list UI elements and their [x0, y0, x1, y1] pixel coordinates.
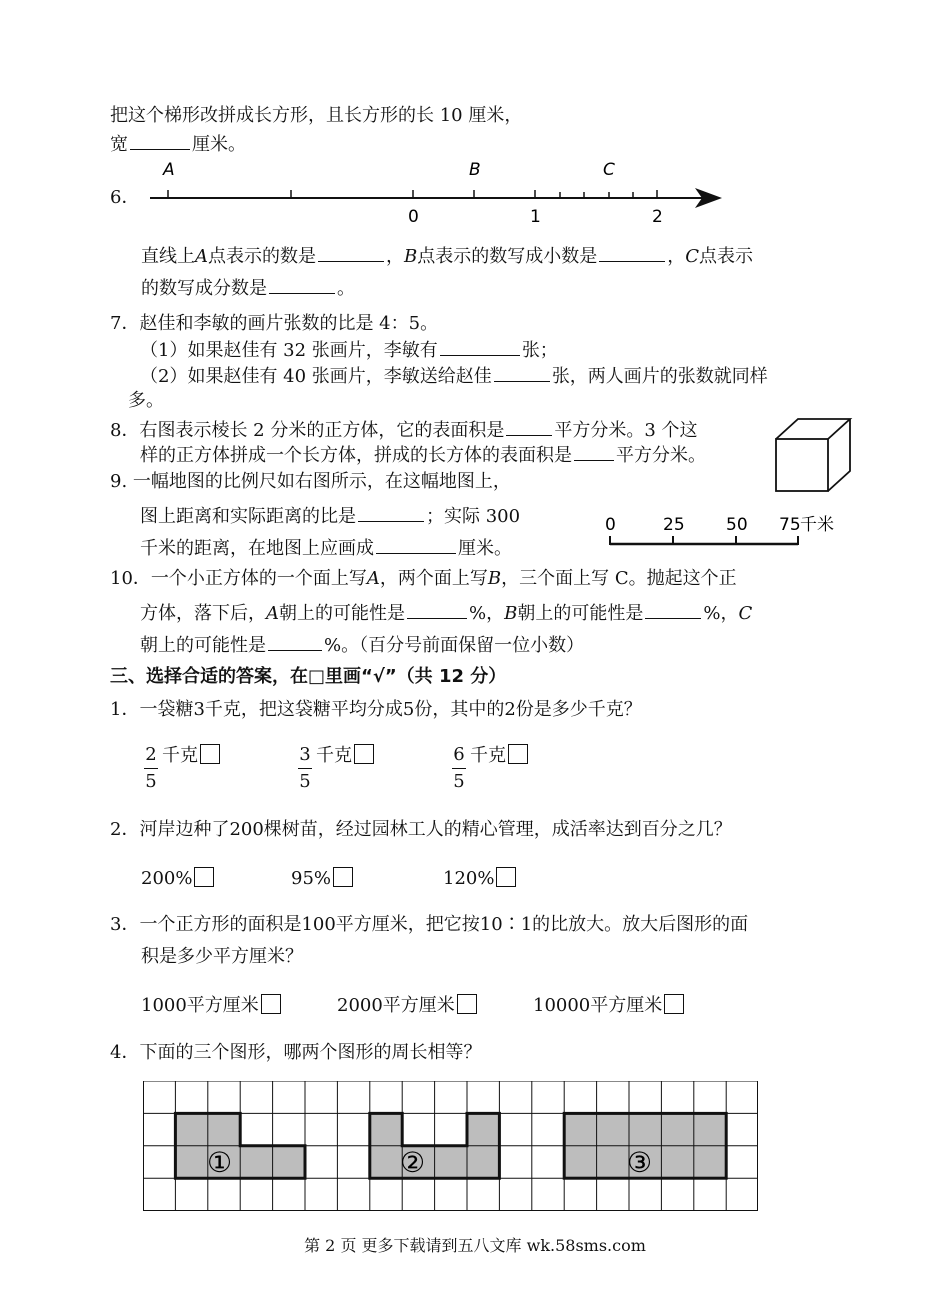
page-footer: 第 2 页 更多下载请到五八文库 wk.58sms.com — [304, 1236, 646, 1255]
q7-stem: 7．赵佳和李敏的画片张数的比是 4：5。 — [110, 313, 439, 334]
answer-blank[interactable] — [269, 275, 335, 294]
tick-1: 1 — [530, 207, 541, 227]
q9-line2: 图上距离和实际距离的比是 ；实际 300 — [140, 503, 520, 529]
c2-opt1: 200% — [141, 867, 214, 891]
scale-50: 50 — [726, 515, 748, 535]
scale-75: 75 — [779, 515, 801, 535]
tick-0: 0 — [408, 207, 419, 227]
c1-opt3: 千克 — [470, 744, 528, 768]
scale-25: 25 — [663, 515, 685, 535]
q7-sub1: （1）如果赵佳有 32 张画片，李敏有 张； — [140, 337, 558, 363]
c1-opt1-fraction: 2 5 — [145, 744, 157, 792]
answer-blank[interactable] — [130, 131, 190, 150]
c1-opt2-fraction: 3 5 — [299, 744, 311, 792]
answer-blank[interactable] — [268, 632, 322, 651]
answer-blank[interactable] — [574, 442, 614, 461]
q10-line1: 10．一个小正方体的一个面上写A，两个面上写B，三个面上写 C。抛起这个正 — [110, 568, 737, 589]
c1-stem: 1．一袋糖3千克，把这袋糖平均分成5份，其中的2份是多少千克？ — [110, 699, 642, 720]
number-line — [140, 155, 740, 230]
map-scale-bar — [600, 510, 850, 552]
c2-stem: 2．河岸边种了200棵树苗，经过园林工人的精心管理，成活率达到百分之几？ — [110, 819, 732, 840]
checkbox[interactable] — [333, 867, 353, 887]
q7-sub2: （2）如果赵佳有 40 张画片，李敏送给赵佳 张，两人画片的张数就同样 — [140, 363, 768, 389]
q6-number: 6． — [110, 187, 140, 208]
c3-opt1: 1000平方厘米 — [141, 994, 281, 1018]
answer-blank[interactable] — [440, 337, 520, 356]
number-line-ticks — [168, 190, 657, 198]
label-b: B — [469, 160, 481, 180]
shape-1-label: ① — [207, 1146, 233, 1179]
q6-line1: 直线上A点表示的数是 ，B点表示的数写成小数是 ，C点表示 — [141, 243, 753, 269]
tick-2: 2 — [652, 207, 663, 227]
c3-line2: 积是多少平方厘米？ — [141, 946, 303, 967]
c3-line1: 3．一个正方形的面积是100平方厘米，把它按10∶1的比放大。放大后图形的面 — [110, 914, 749, 935]
q6-line2: 的数写成分数是 。 — [141, 275, 355, 301]
c2-opt2: 95% — [291, 867, 353, 891]
c1-opt3-fraction: 6 5 — [453, 744, 465, 792]
c3-opt2: 2000平方厘米 — [337, 994, 477, 1018]
c4-stem: 4．下面的三个图形，哪两个图形的周长相等？ — [110, 1042, 482, 1063]
q8-line2: 样的正方体拼成一个长方体，拼成的长方体的表面积是 平方分米。 — [140, 442, 706, 468]
q5-line1: 把这个梯形改拼成长方形，且长方形的长 10 厘米， — [110, 105, 523, 126]
answer-blank[interactable] — [645, 600, 701, 619]
checkbox[interactable] — [354, 744, 374, 764]
q10-line2: 方体，落下后，A朝上的可能性是 %，B朝上的可能性是 %，C — [140, 600, 752, 626]
scale-0: 0 — [605, 515, 616, 535]
q8-line1: 8．右图表示棱长 2 分米的正方体，它的表面积是 平方分米。3 个这 — [110, 417, 698, 443]
label-a: A — [163, 160, 175, 180]
q5-line2: 宽 厘米。 — [110, 131, 246, 157]
answer-blank[interactable] — [494, 363, 550, 382]
c1-opt2: 千克 — [316, 744, 374, 768]
answer-blank[interactable] — [506, 417, 552, 436]
checkbox[interactable] — [200, 744, 220, 764]
q10-line3: 朝上的可能性是 %。（百分号前面保留一位小数） — [140, 632, 584, 658]
answer-blank[interactable] — [318, 243, 384, 262]
checkbox[interactable] — [261, 994, 281, 1014]
section3-title: 三、选择合适的答案，在□里画“√”（共 12 分） — [110, 666, 507, 687]
scale-unit: 千米 — [800, 515, 834, 535]
answer-blank[interactable] — [376, 535, 456, 554]
c3-opt3: 10000平方厘米 — [533, 994, 684, 1018]
shape-2-label: ② — [400, 1146, 426, 1179]
q7-sub2-cont: 多。 — [128, 390, 164, 411]
checkbox[interactable] — [664, 994, 684, 1014]
q9-line3: 千米的距离，在地图上应画成 厘米。 — [140, 535, 512, 561]
answer-blank[interactable] — [599, 243, 665, 262]
c2-opt3: 120% — [443, 867, 516, 891]
answer-blank[interactable] — [358, 503, 424, 522]
label-c: C — [603, 160, 615, 180]
checkbox[interactable] — [457, 994, 477, 1014]
checkbox[interactable] — [508, 744, 528, 764]
answer-blank[interactable] — [407, 600, 467, 619]
q9-line1: 9. 一幅地图的比例尺如右图所示，在这幅地图上， — [110, 471, 511, 492]
shape-grid-figure — [143, 1081, 758, 1211]
c1-opt1: 千克 — [162, 744, 220, 768]
cube-figure — [772, 415, 854, 495]
checkbox[interactable] — [194, 867, 214, 887]
checkbox[interactable] — [496, 867, 516, 887]
shape-3-label: ③ — [627, 1146, 653, 1179]
